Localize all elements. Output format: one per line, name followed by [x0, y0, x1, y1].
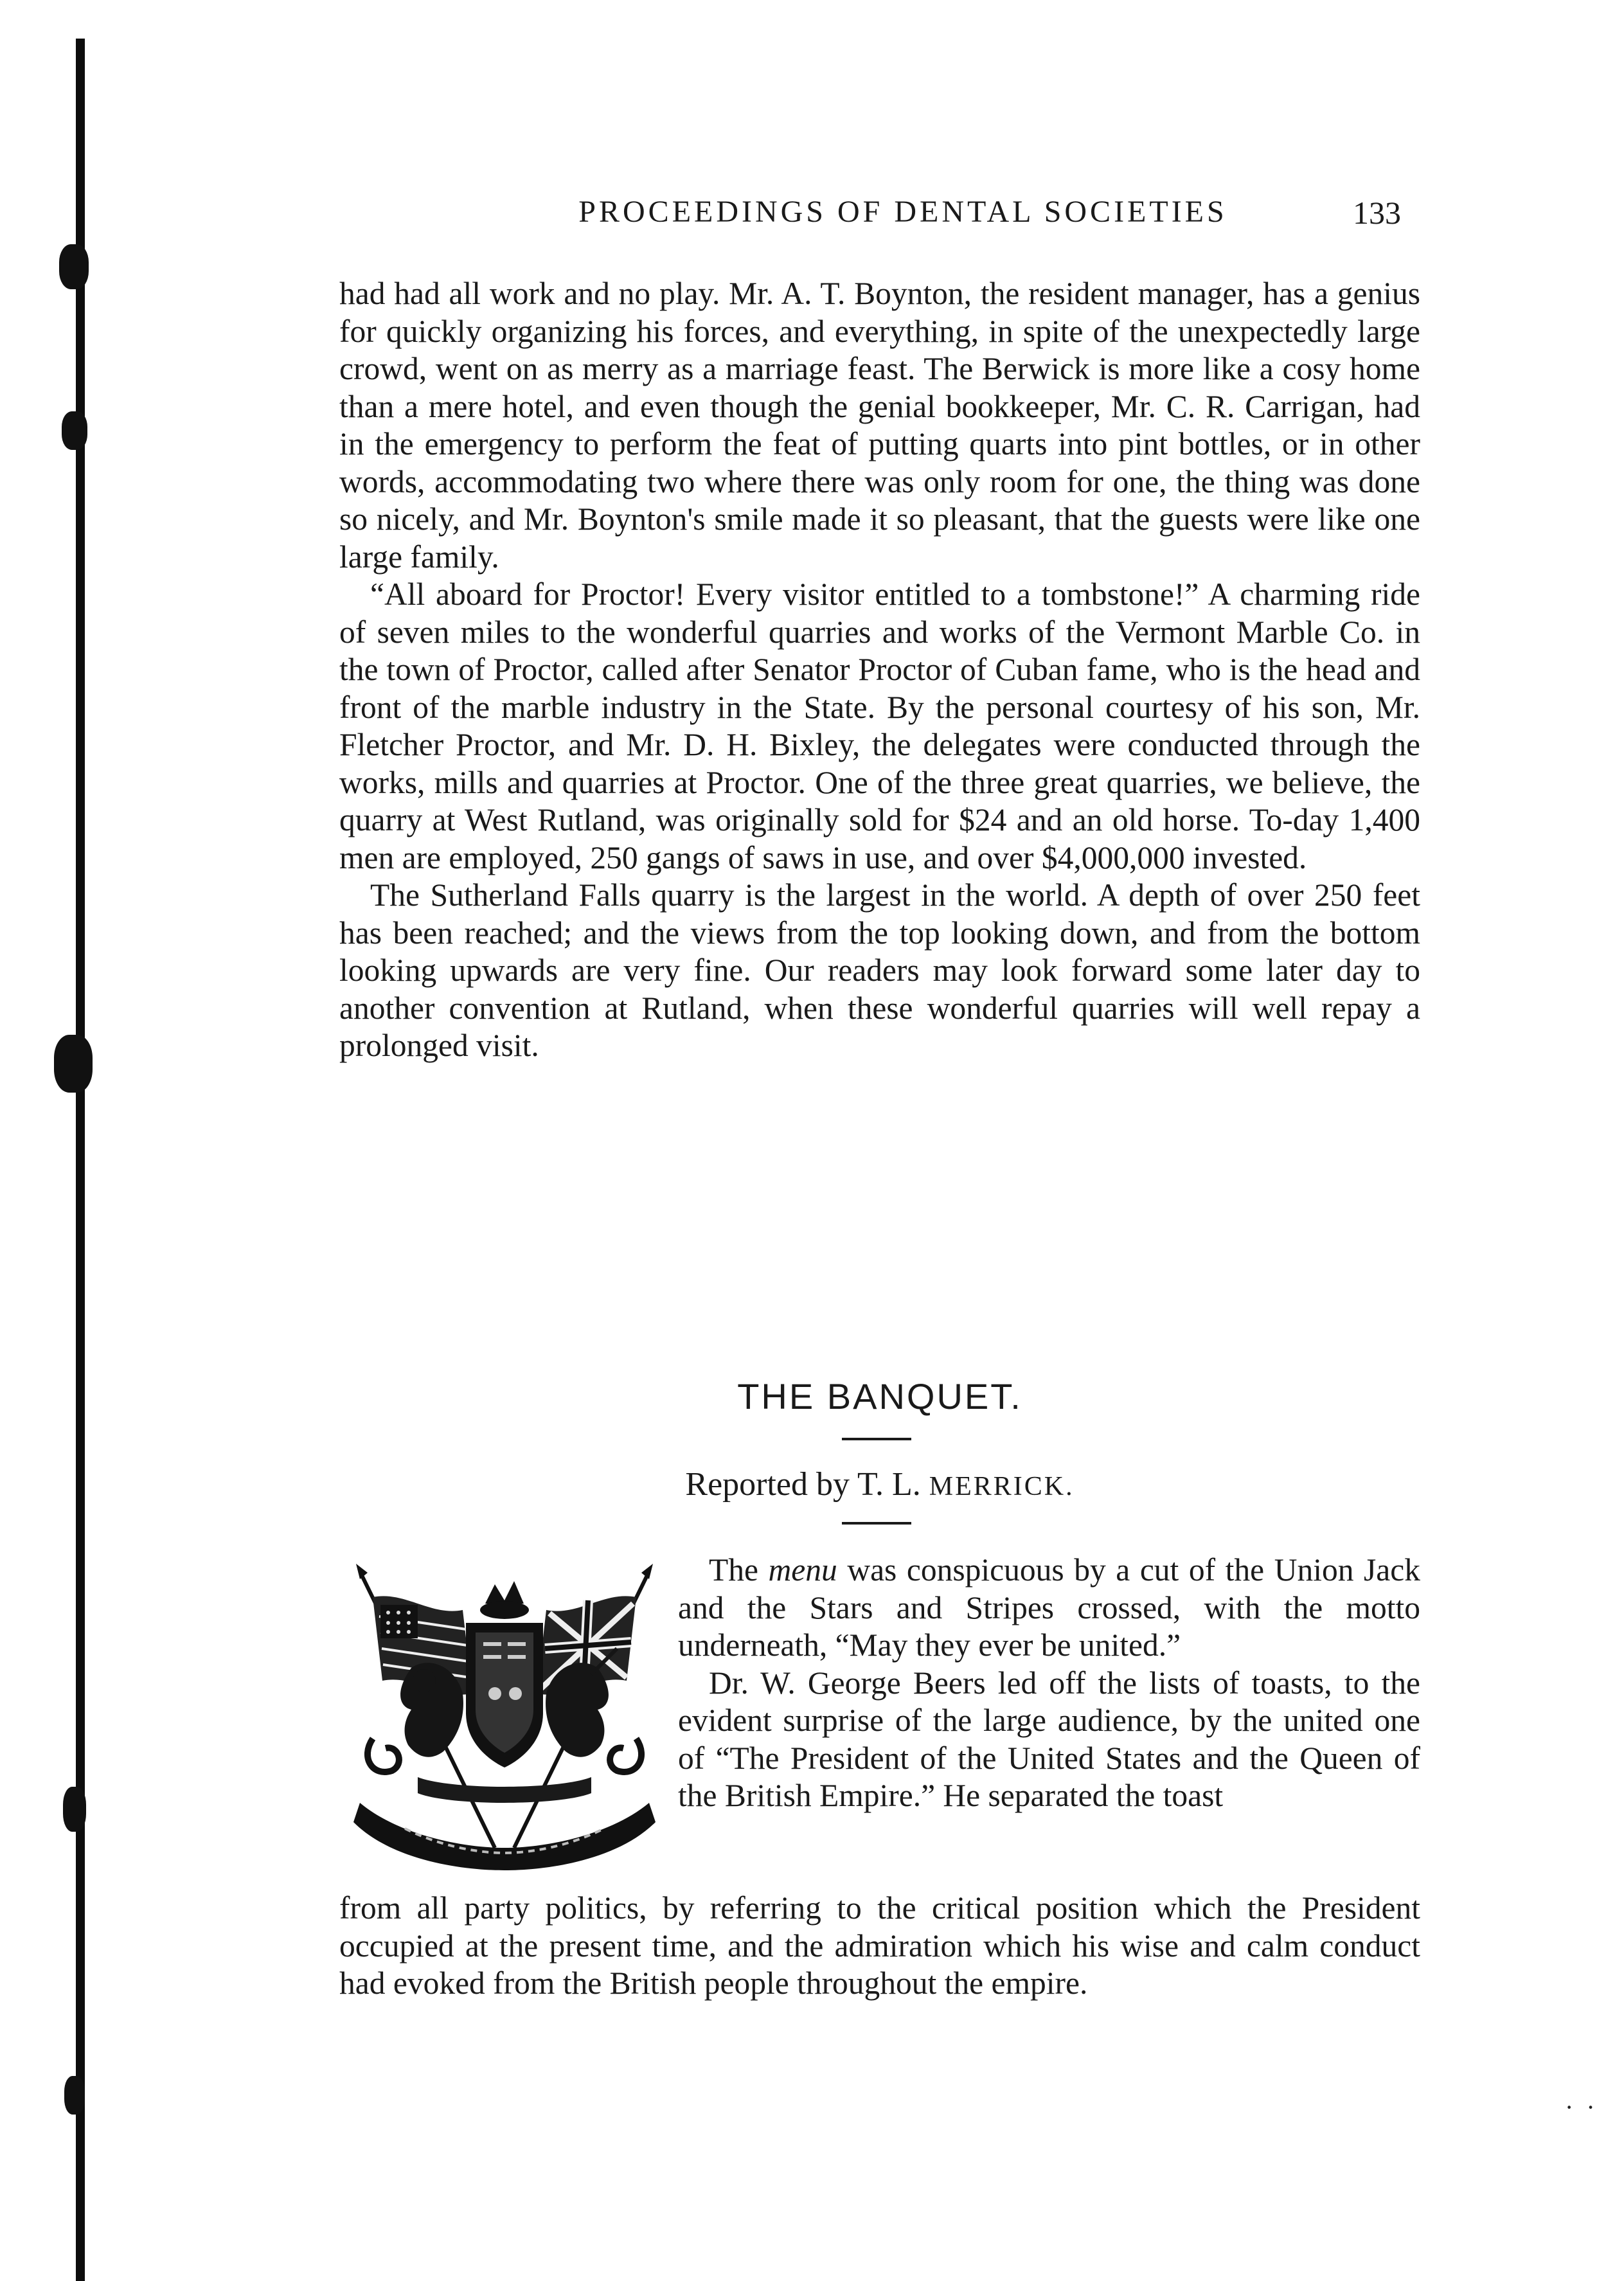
scan-binding-edge — [76, 39, 85, 2281]
scan-blot — [54, 1035, 93, 1093]
paragraph: “All aboard for Proctor! Every visitor entitled to a tombstone!” A charming ride of seven miles to the wonderful quarries and works of the Vermont Marble Co. in the town of Proctor, called after Senator Proctor of Cuban fame, who is the head and front of the marble industry in the State. By the personal courtesy of his son, Mr. Fletcher Proctor, and Mr. D. H. Bixley, the delegates were conducted through the works, mills and quarries at Proctor. One of the three great quarries, we believe, the quarry at West Rutland, was originally sold for $24 and an old horse. To-day 1,400 men are employed, 250 gangs of saws in use, and over $4,000,000 invested. — [339, 577, 1420, 875]
paragraph: The Sutherland Falls quarry is the largest in the world. A depth of over 250 feet has been reached; and the views from the top looking down, and from the bottom looking upwards are very fine. Our readers may look forward some later day to another convention at Rutland, when these wonderful quarries will well repay a prolonged visit. — [339, 877, 1420, 1063]
scan-specks: · · — [1565, 2093, 1595, 2122]
banquet-text-full — [339, 1890, 1420, 2003]
byline — [339, 1465, 1420, 1503]
scan-blot — [59, 244, 89, 289]
menu-sentence-start: The — [709, 1552, 769, 1588]
menu-sentence-end: was conspicuous by a cut of the Union Jack and the Stars and Stripes crossed, with the motto underneath, “May they ever be united.” — [678, 1552, 1420, 1663]
running-head: PROCEEDINGS OF DENTAL SOCIETIES — [578, 195, 1227, 229]
paragraph: from all party politics, by referring to the critical position which the President occupied at the present time, and the admiration which his wise and calm conduct had evoked from the British people throughout the empire. — [339, 1890, 1420, 2001]
byline-prefix: Reported by T. L. — [685, 1466, 929, 1503]
byline-rule — [842, 1522, 911, 1525]
body-text — [339, 275, 1420, 1065]
byline-name: MERRICK. — [929, 1472, 1075, 1501]
scan-blot — [63, 1787, 86, 1832]
paragraph: had had all work and no play. Mr. A. T. Boynton, the resident manager, has a genius for quickly organizing his forces, and everything, in spite of the unexpectedly large crowd, went on as merry as a marriage feast. The Berwick is more like a cosy home than a mere hotel, and even though the genial bookkeeper, Mr. C. R. Carrigan, had in the emergency to perform the feat of putting quarts into pint bottles, or in other words, accommodating two where there was only room for one, the thing was done so nicely, and Mr. Boynton's smile made it so pleasant, that the guests were like one large family. — [339, 276, 1420, 575]
banquet-text-side — [678, 1552, 1420, 1815]
section-title: THE BANQUET. — [737, 1376, 1022, 1417]
paragraph: Dr. W. George Beers led off the lists of toasts, to the evident surprise of the large audience, by the united one of “The President of the United States and the Queen of the British Empire.” He separated the toast — [678, 1665, 1420, 1813]
paragraph — [678, 1552, 1420, 1665]
title-rule — [842, 1438, 911, 1440]
scan-blot — [64, 2076, 85, 2115]
page-number: 133 — [1353, 195, 1401, 231]
menu-word: menu — [768, 1552, 837, 1588]
crossed-flags-crest-icon — [334, 1546, 675, 1880]
scan-blot — [62, 411, 87, 450]
